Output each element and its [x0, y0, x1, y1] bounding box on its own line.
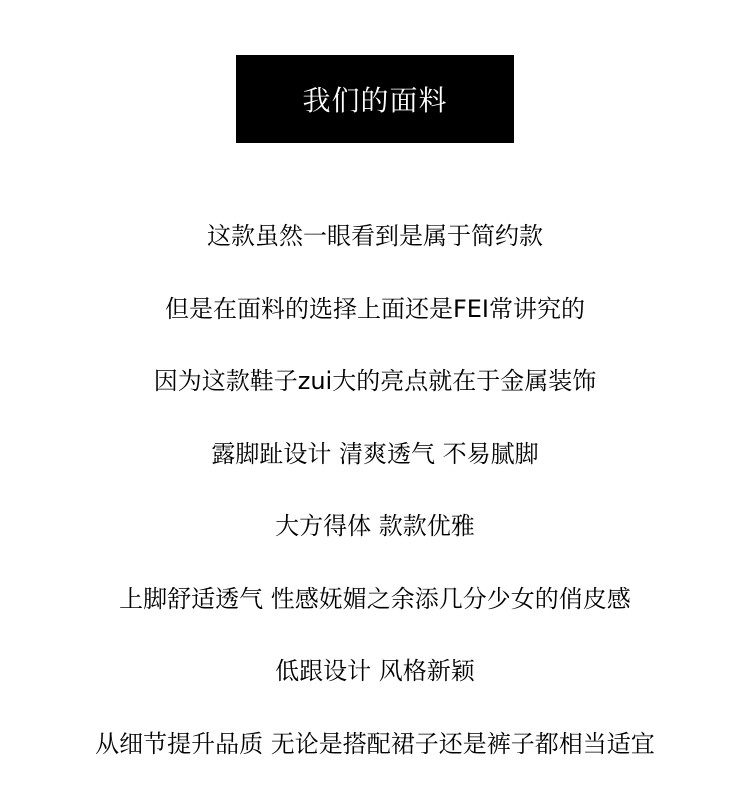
- description-line: 因为这款鞋子zui大的亮点就在于金属装饰: [153, 367, 597, 396]
- fabric-description: [0, 200, 750, 780]
- description-line: 大方得体 款款优雅: [275, 512, 475, 541]
- description-line: 这款虽然一眼看到是属于简约款: [207, 222, 543, 251]
- section-title-banner: [236, 55, 514, 143]
- section-title: 我们的面料: [302, 84, 448, 117]
- description-line: 但是在面料的选择上面还是FEI常讲究的: [164, 294, 586, 323]
- description-line: 低跟设计 风格新颖: [275, 657, 475, 686]
- description-line: 露脚趾设计 清爽透气 不易腻脚: [211, 439, 539, 468]
- description-line: 从细节提升品质 无论是搭配裙子还是裤子都相当适宜: [95, 729, 655, 758]
- description-line: 上脚舒适透气 性感妩媚之余添几分少女的俏皮感: [119, 584, 631, 613]
